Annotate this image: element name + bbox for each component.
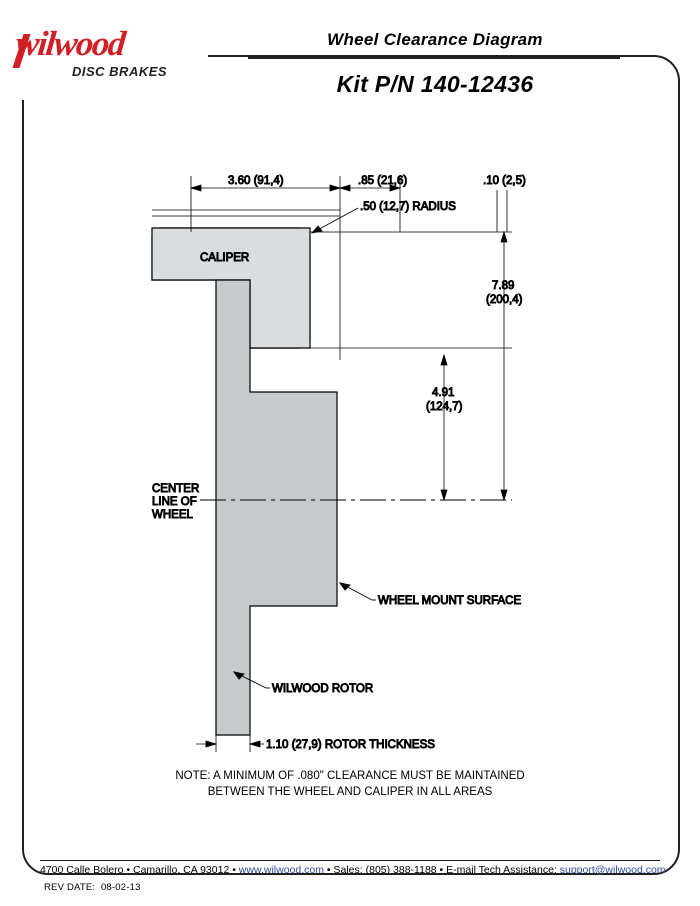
dim-edge — [497, 190, 507, 232]
footer-website-link[interactable]: www.wilwood.com — [238, 864, 324, 876]
logo-wordmark: wilwood — [14, 24, 127, 63]
wheel-mount-surface-label: WHEEL MOUNT SURFACE — [378, 595, 522, 607]
dim-caliper-width-label: 3.60 (91,4) — [228, 175, 284, 187]
dim-radius-label: .50 (12,7) RADIUS — [360, 201, 456, 213]
revision-label: REV DATE: — [44, 882, 96, 893]
logo-tagline: DISC BRAKES — [72, 64, 168, 79]
dim-overall-label-1: 7.89 — [492, 280, 515, 292]
dim-mid-label-2: (124,7) — [426, 401, 463, 413]
wheel-mount-leader — [340, 583, 376, 600]
page-title: Wheel Clearance Diagram — [327, 30, 543, 49]
clearance-note — [60, 768, 640, 800]
dim-rotor-thickness-label: 1.10 (27,9) ROTOR THICKNESS — [266, 739, 435, 751]
revision-date: 08-02-13 — [100, 882, 141, 893]
center-line-label-2: LINE OF — [152, 496, 197, 508]
clearance-note-line-1: NOTE: A MINIMUM OF .080" CLEARANCE MUST BE MAINTAINED — [175, 770, 525, 782]
dim-overall-label-2: (200,4) — [486, 294, 523, 306]
footer-divider — [40, 860, 660, 861]
rotor-label: WILWOOD ROTOR — [272, 683, 374, 695]
dim-mid-label-1: 4.91 — [432, 387, 455, 399]
footer — [40, 864, 666, 876]
dim-rotor-thickness — [196, 735, 264, 752]
center-line-label-3: WHEEL — [152, 509, 193, 521]
dim-overall — [501, 232, 507, 500]
footer-sales: • Sales: (805) 388-1188 • E-mail Tech Assistance: — [324, 864, 560, 876]
footer-address: 4700 Calle Bolero • Camarillo, CA 93012 • — [40, 864, 239, 876]
dim-edge-label: .10 (2,5) — [483, 175, 526, 187]
dim-mid — [441, 355, 447, 500]
dim-offset-label: .85 (21,6) — [358, 175, 408, 187]
footer-email-link[interactable]: support@wilwood.com — [559, 864, 666, 876]
kit-part-number: Kit P/N 140-12436 — [336, 71, 534, 97]
revision-info — [44, 882, 141, 893]
caliper-label: CALIPER — [200, 252, 250, 264]
center-line-label-1: CENTER — [152, 483, 200, 495]
wheel-hatch-band — [152, 210, 340, 216]
dim-radius-leader — [312, 208, 358, 233]
clearance-note-line-2: BETWEEN THE WHEEL AND CALIPER IN ALL AREAS — [207, 786, 493, 798]
